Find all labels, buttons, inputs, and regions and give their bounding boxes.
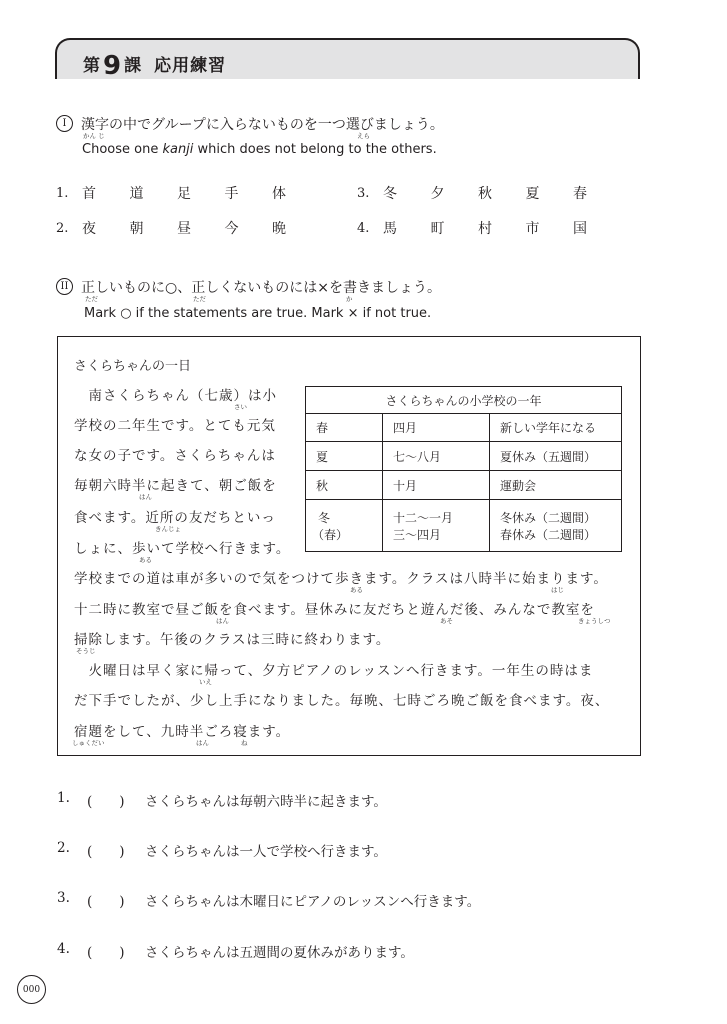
event-cell [490, 500, 622, 552]
lesson-subtitle: 応用練習 [154, 56, 227, 76]
kanji-option: 今 [224, 221, 239, 237]
question-2 [57, 840, 387, 860]
kanji-option: 夏 [525, 186, 540, 202]
kanji-option: 町 [430, 221, 445, 237]
question-number: 2. [57, 840, 70, 856]
answer-blank[interactable]: ( ) [87, 844, 125, 860]
ruby: いえ [199, 678, 212, 686]
passage-line: 火曜日は早く家に帰って、夕方ピアノのレッスンへ行きます。一年生の時はま [74, 663, 594, 679]
school-year-table [305, 386, 622, 552]
question-number: 1. [57, 790, 70, 806]
ruby: はじ [551, 586, 564, 594]
passage-line: だ下手でしたが、少し上手になりました。毎晩、七時ごろ晩ご飯を食べます。夜、 [74, 693, 610, 709]
title-suffix: 課 [124, 56, 143, 76]
season-cell [306, 500, 383, 552]
passage-line: 南さくらちゃん（七歳）は小 [74, 388, 277, 404]
season-winter: 冬 [318, 510, 331, 525]
ruby: あそ [440, 617, 453, 625]
question-4 [57, 941, 414, 961]
section-1-instruction: 漢字の中でグループに入らないものを一つ選びましょう。 [81, 117, 444, 133]
passage-line: 食べます。近所の友だちといっ [74, 510, 276, 526]
kanji-option: 冬 [383, 186, 397, 202]
title-prefix: 第 [83, 56, 101, 76]
kanji-group-number: 4. [357, 220, 370, 236]
section-1-instruction-en: Choose one kanji which does not belong to the others. [82, 142, 437, 157]
event-cell: 夏休み（五週間） [490, 442, 622, 471]
ruby-kanji: かん じ [83, 132, 105, 140]
kanji-option: 首 [82, 186, 96, 202]
season-cell: 秋 [306, 471, 383, 500]
question-text: さくらちゃんは木曜日にピアノのレッスンへ行きます。 [145, 894, 481, 910]
month-spring: 三〜四月 [393, 527, 442, 542]
ruby-tadashii-1: ただ [85, 295, 98, 303]
question-number: 4. [57, 941, 70, 957]
kanji-option: 朝 [129, 221, 144, 237]
season-cell: 夏 [306, 442, 383, 471]
kanji-option: 体 [272, 186, 286, 202]
question-text: さくらちゃんは一人で学校へ行きます。 [145, 844, 387, 860]
ruby: はん [139, 493, 152, 501]
table-row [306, 442, 622, 471]
kanji-option: 春 [573, 186, 587, 202]
question-1 [57, 790, 387, 810]
ruby: はん [216, 617, 229, 625]
ruby: きんじょ [155, 525, 181, 533]
kanji-option: 国 [573, 221, 587, 237]
kanji-group-2 [56, 218, 320, 238]
ruby-kaki: か [346, 295, 353, 303]
lesson-number: 9 [103, 51, 123, 81]
month-winter: 十二〜一月 [393, 510, 454, 525]
kanji-group-number: 2. [56, 220, 69, 236]
table-title: さくらちゃんの小学校の一年 [306, 387, 622, 414]
question-3 [57, 890, 480, 910]
ruby: はん [196, 739, 209, 747]
kanji-option: 市 [525, 221, 540, 237]
question-text: さくらちゃんは毎朝六時半に起きます。 [145, 794, 387, 810]
section-1-mark: I [56, 115, 73, 132]
section-2-instruction: 正しいものに○、正しくないものには×を書きましょう。 [81, 280, 441, 296]
table-row [306, 500, 622, 552]
ruby: ある [139, 556, 152, 564]
section-2-instruction-en: Mark ○ if the statements are true. Mark × if not true. [84, 306, 432, 321]
ruby: ね [241, 739, 248, 747]
month-cell: 四月 [383, 414, 490, 442]
event-cell: 運動会 [490, 471, 622, 500]
kanji-option: 馬 [383, 221, 397, 237]
kanji-option: 村 [478, 221, 492, 237]
passage-line: 学校の二年生です。とても元気 [74, 418, 276, 434]
table-row [306, 414, 622, 442]
kanji-option: 秋 [478, 186, 492, 202]
ruby: さい [234, 403, 247, 411]
kanji-option: 晩 [272, 221, 286, 237]
lesson-title [83, 51, 226, 81]
kanji-group-number: 3. [357, 185, 370, 201]
page-number: 000 [17, 975, 46, 1004]
season-cell: 春 [306, 414, 383, 442]
passage-line: 掃除します。午後のクラスは三時に終わります。 [74, 632, 391, 648]
answer-blank[interactable]: ( ) [87, 945, 125, 961]
question-text: さくらちゃんは五週間の夏休みがあります。 [145, 945, 414, 961]
table-header-row [306, 387, 622, 414]
answer-blank[interactable]: ( ) [87, 894, 125, 910]
season-spring: （春） [312, 527, 349, 542]
ruby-tadashii-2: ただ [193, 295, 206, 303]
month-cell [383, 500, 490, 552]
event-cell: 新しい学年になる [490, 414, 622, 442]
kanji-option: 足 [177, 186, 191, 202]
passage-line: 十二時に教室で昼ご飯を食べます。昼休みに友だちと遊んだ後、みんなで教室を [74, 602, 595, 618]
question-number: 3. [57, 890, 70, 906]
ruby: きょうしつ [578, 617, 611, 625]
passage-line: しょに、歩いて学校へ行きます。 [74, 541, 291, 557]
kanji-option: 手 [224, 186, 239, 202]
ruby: ある [350, 586, 363, 594]
passage-line: 学校までの道は車が多いので気をつけて歩きます。クラスは八時半に始まります。 [74, 571, 608, 587]
month-cell: 十月 [383, 471, 490, 500]
table-row [306, 471, 622, 500]
kanji-option: 昼 [177, 221, 191, 237]
passage-line: 毎朝六時半に起きて、朝ご飯を [74, 478, 277, 494]
reading-title: さくらちゃんの一日 [74, 359, 192, 374]
month-cell: 七〜八月 [383, 442, 490, 471]
kanji-group-number: 1. [56, 185, 69, 201]
event-spring: 春休み（二週間） [500, 527, 597, 542]
kanji-option: 道 [129, 186, 144, 202]
passage-line: 宿題をして、九時半ごろ寝ます。 [74, 724, 291, 740]
kanji-option: 夕 [430, 186, 445, 202]
kanji-option: 夜 [82, 221, 96, 237]
ruby-erabi: えら [357, 132, 370, 140]
ruby: しゅくだい [72, 739, 105, 747]
kanji-group-3 [357, 183, 621, 203]
ruby: そうじ [76, 647, 96, 655]
kanji-group-4 [357, 218, 621, 238]
event-winter: 冬休み（二週間） [500, 510, 597, 525]
passage-line: な女の子です。さくらちゃんは [74, 448, 276, 464]
section-2-mark: II [56, 278, 73, 295]
answer-blank[interactable]: ( ) [87, 794, 125, 810]
kanji-group-1 [56, 183, 320, 203]
